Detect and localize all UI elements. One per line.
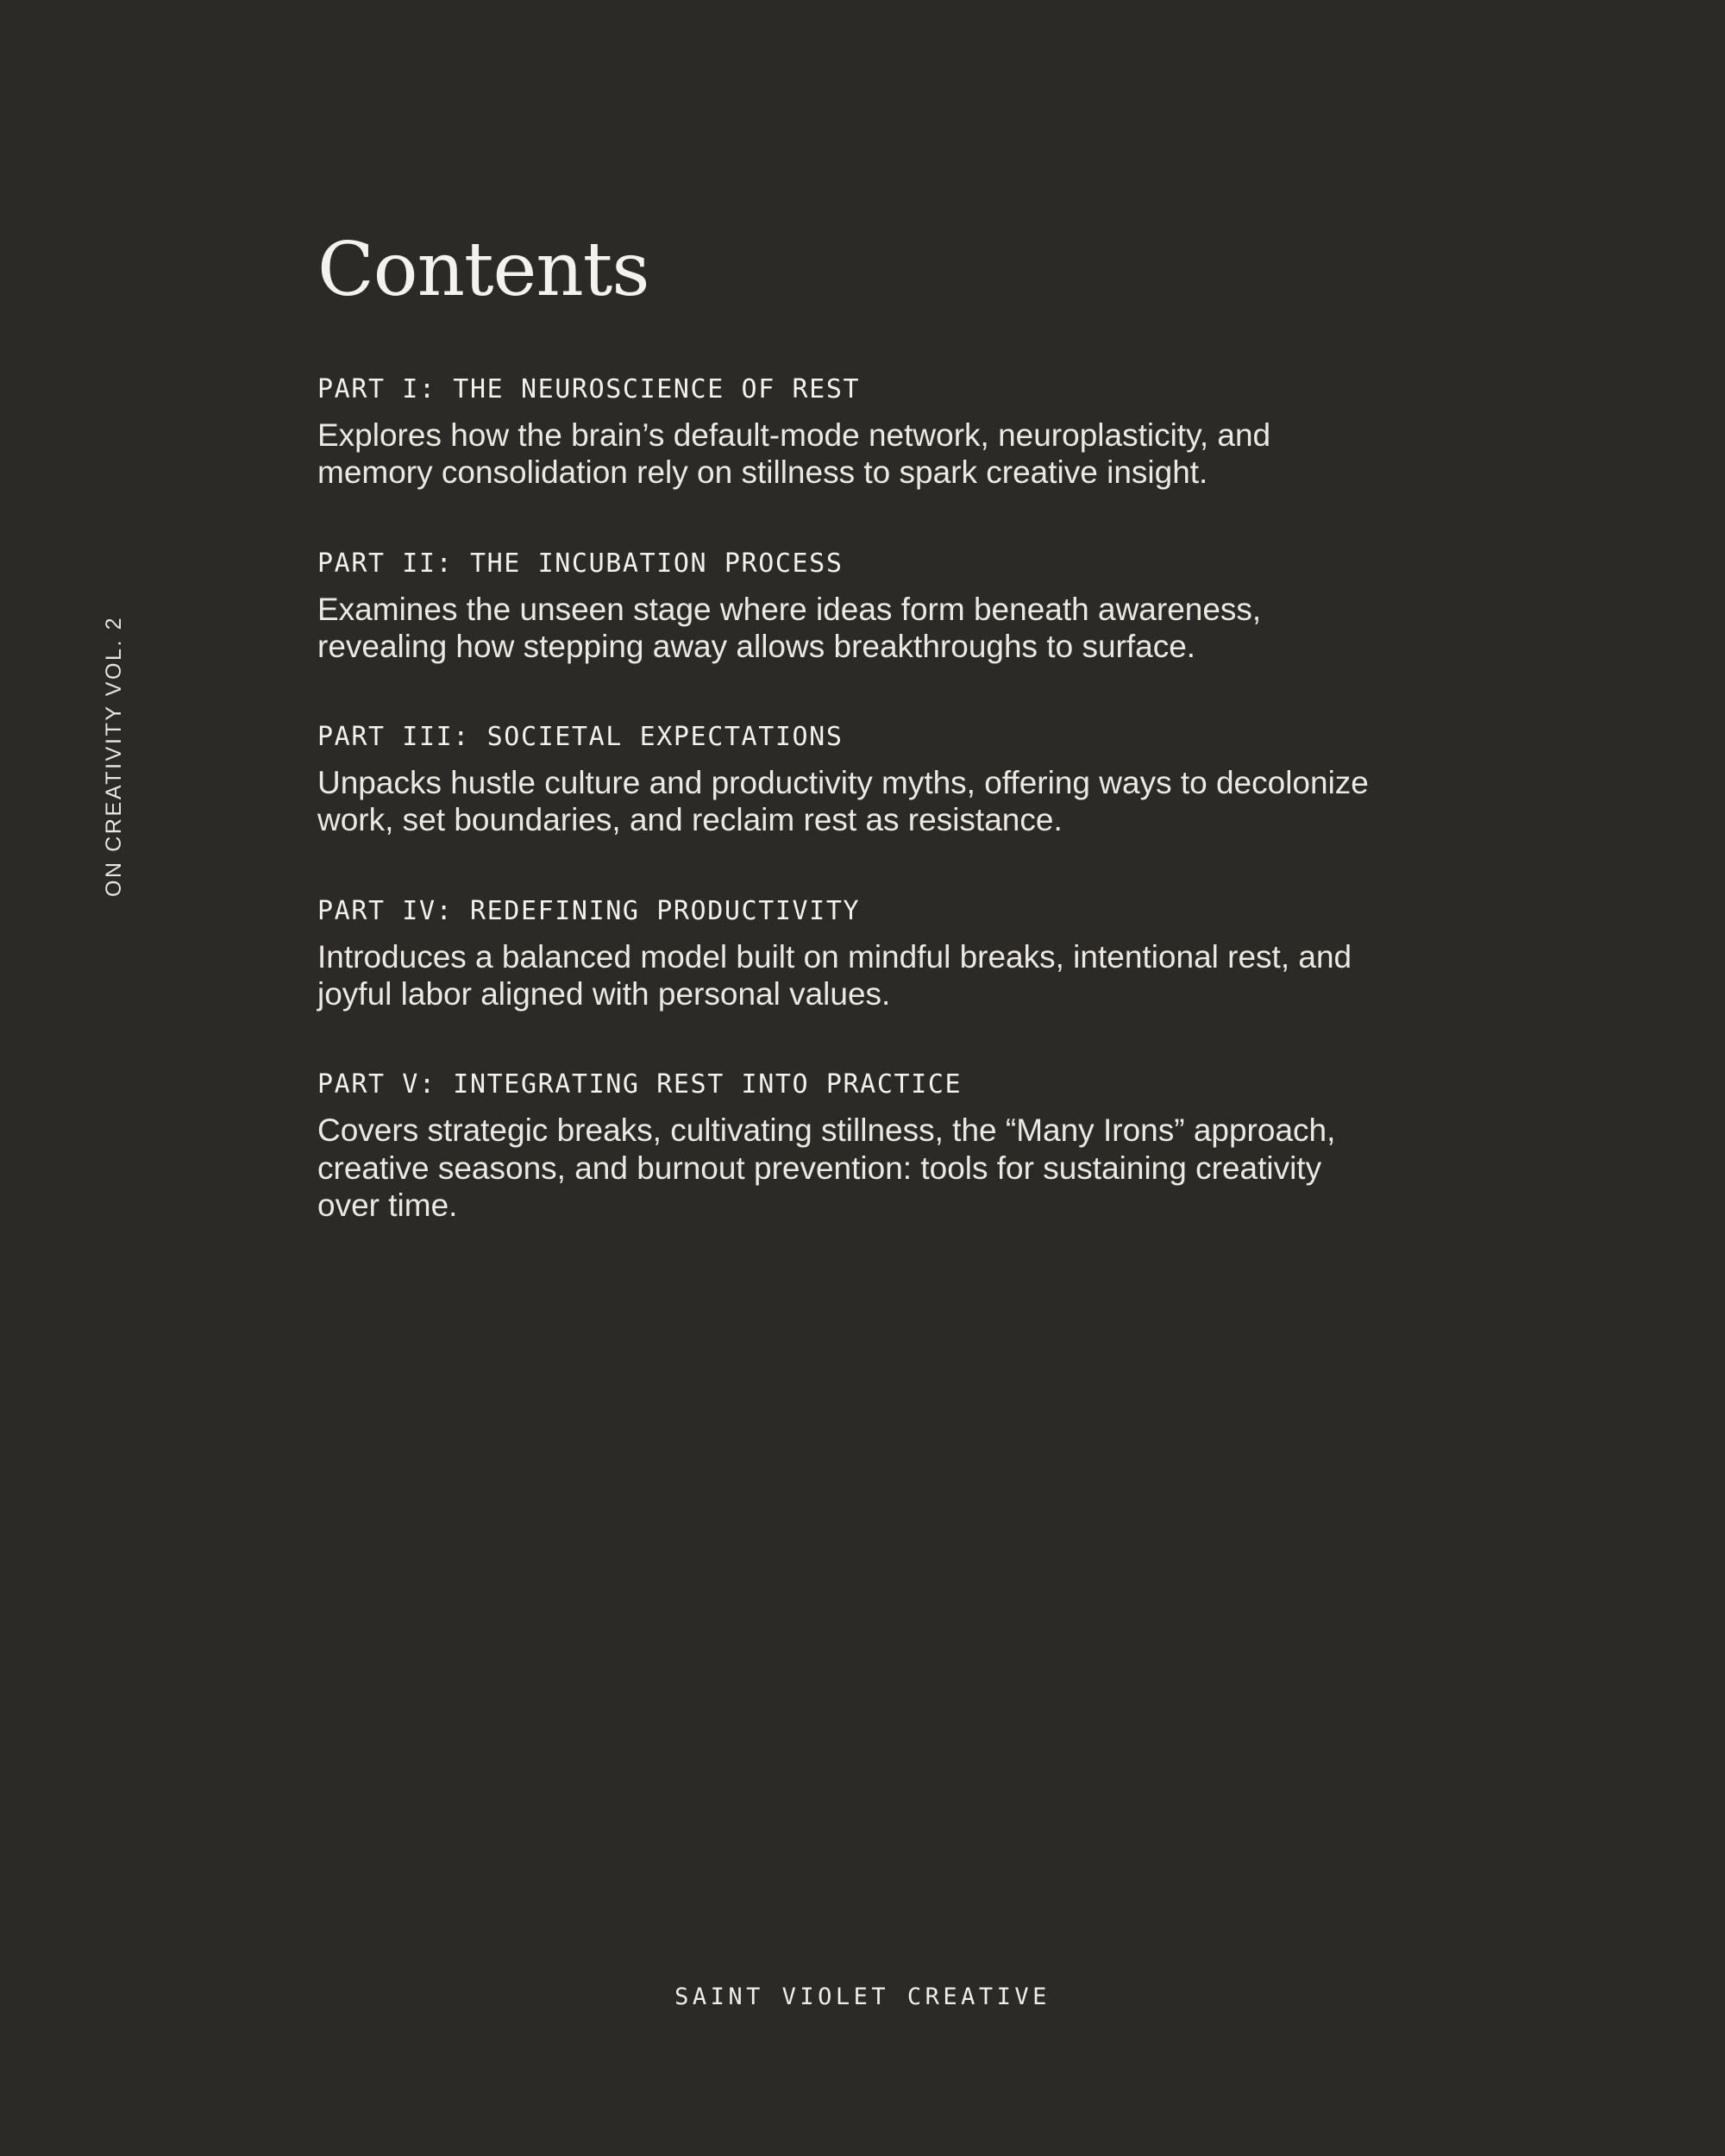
footer-brand: SAINT VIOLET CREATIVE [674,1984,1051,2010]
toc-entry-heading: PART II: THE INCUBATION PROCESS [317,548,844,579]
toc-entry-part-5 [317,1069,1439,1224]
vertical-volume-label: ON CREATIVITY VOL. 2 [102,615,126,897]
toc-entry-heading: PART IV: REDEFINING PRODUCTIVITY [317,895,861,926]
toc-entry-part-1 [317,374,1439,492]
toc-entry-part-3 [317,722,1439,839]
toc-entry-heading: PART I: THE NEUROSCIENCE OF REST [317,374,861,404]
toc-entry-description: Examines the unseen stage where ideas form beneath awareness, revealing how stepping away allows breakthroughs to surface. [317,591,1262,664]
toc-entry-part-2 [317,548,1439,666]
toc-entry-heading: PART V: INTEGRATING REST INTO PRACTICE [317,1069,963,1100]
toc-entry-part-4 [317,896,1439,1013]
toc-entry-description: Introduces a balanced model built on mindful breaks, intentional rest, and joyful labor aligned with personal values. [317,938,1352,1012]
toc-entry-heading: PART III: SOCIETAL EXPECTATIONS [317,722,844,753]
page-title: Contents [317,227,649,313]
toc-entry-description: Covers strategic breaks, cultivating stillness, the “Many Irons” approach, creative seasons, and burnout prevention: tools for sustaining creativity over time. [317,1112,1336,1223]
toc-entry-description: Explores how the brain’s default-mode network, neuroplasticity, and memory consolidation rely on stillness to spark creative insight. [317,417,1271,491]
toc-entry-description: Unpacks hustle culture and productivity myths, offering ways to decolonize work, set boundaries, and reclaim rest as resistance. [317,765,1369,838]
contents-column [317,227,1439,1224]
